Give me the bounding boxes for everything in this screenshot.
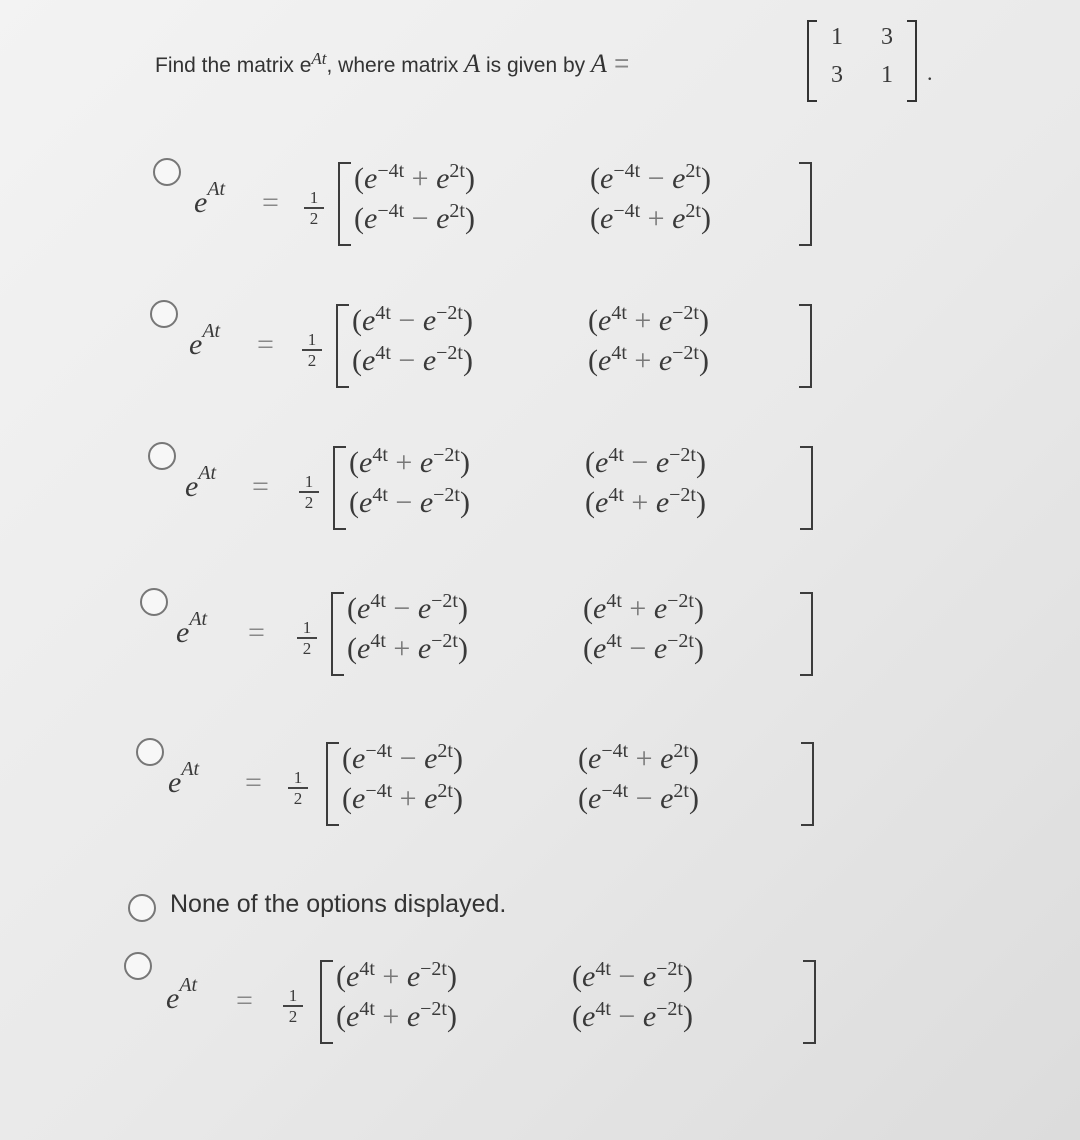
lhs-exp: $e^{At}$ — [168, 758, 200, 799]
equals-sign: = — [236, 984, 253, 1017]
matrix — [320, 960, 816, 1042]
matrix-cell: $(e^{4t} + e^{-2t})$ — [583, 590, 704, 625]
lhs-exp: $e^{At}$ — [194, 178, 226, 219]
equals-sign: = — [245, 766, 262, 799]
radio-button[interactable] — [140, 588, 168, 616]
matrix-cell: $(e^{4t} - e^{-2t})$ — [349, 484, 470, 519]
matrix-cell: $(e^{-4t} + e^{2t})$ — [342, 780, 463, 815]
half-fraction: $\frac{1}{2}$ — [283, 986, 303, 1026]
matrix-cell: $(e^{4t} - e^{-2t})$ — [585, 444, 706, 479]
matrix-cell: $(e^{4t} - e^{-2t})$ — [352, 342, 473, 377]
matrix-cell: $(e^{4t} + e^{-2t})$ — [336, 958, 457, 993]
lhs-exp: $e^{At}$ — [185, 462, 217, 503]
matrix — [333, 446, 813, 528]
half-fraction: $\frac{1}{2}$ — [304, 188, 324, 228]
radio-button[interactable] — [150, 300, 178, 328]
radio-button[interactable] — [128, 894, 156, 922]
matrix-cell: $(e^{-4t} - e^{2t})$ — [354, 200, 475, 235]
matrix — [326, 742, 814, 824]
matrix-cell: $(e^{4t} - e^{-2t})$ — [347, 590, 468, 625]
equals-sign: = — [248, 616, 265, 649]
matrix-cell: $(e^{-4t} - e^{2t})$ — [590, 160, 711, 195]
lhs-exp: $e^{At}$ — [166, 974, 198, 1015]
matrix — [336, 304, 812, 386]
matrix-cell: $(e^{-4t} + e^{2t})$ — [590, 200, 711, 235]
matrix-cell: $(e^{4t} + e^{-2t})$ — [347, 630, 468, 665]
matrix-entry: 1 — [831, 24, 843, 50]
matrix — [331, 592, 813, 674]
matrix-entry: 3 — [831, 62, 843, 88]
radio-button[interactable] — [124, 952, 152, 980]
half-fraction: $\frac{1}{2}$ — [299, 472, 319, 512]
answer-option-none[interactable] — [0, 880, 1080, 930]
radio-button[interactable] — [136, 738, 164, 766]
question: Find the matrix $e^{At}$, where matrix A is given by A = 1 3 3 1 . — [155, 36, 1055, 116]
matrix-entry: 1 — [881, 62, 893, 88]
matrix-cell: $(e^{-4t} + e^{2t})$ — [578, 740, 699, 775]
matrix-cell: $(e^{4t} - e^{-2t})$ — [583, 630, 704, 665]
matrix-cell: $(e^{-4t} + e^{2t})$ — [354, 160, 475, 195]
half-fraction: $\frac{1}{2}$ — [288, 768, 308, 808]
matrix-cell: $(e^{4t} + e^{-2t})$ — [349, 444, 470, 479]
equals-sign: = — [257, 328, 274, 361]
none-option-label: None of the options displayed. — [170, 890, 507, 918]
matrix-entry: 3 — [881, 24, 893, 50]
matrix-cell: $(e^{-4t} - e^{2t})$ — [578, 780, 699, 815]
radio-button[interactable] — [153, 158, 181, 186]
matrix-cell: $(e^{4t} - e^{-2t})$ — [572, 998, 693, 1033]
given-matrix — [807, 20, 917, 102]
matrix-cell: $(e^{4t} + e^{-2t})$ — [336, 998, 457, 1033]
matrix-cell: $(e^{4t} - e^{-2t})$ — [352, 302, 473, 337]
matrix-cell: $(e^{4t} + e^{-2t})$ — [588, 342, 709, 377]
matrix — [338, 162, 812, 244]
matrix-cell: $(e^{-4t} - e^{2t})$ — [342, 740, 463, 775]
question-text: Find the matrix $e^{At}$, where matrix A is given by A = — [155, 48, 630, 78]
matrix-cell: $(e^{4t} + e^{-2t})$ — [585, 484, 706, 519]
equals-sign: = — [252, 470, 269, 503]
matrix-cell: $(e^{4t} + e^{-2t})$ — [588, 302, 709, 337]
radio-button[interactable] — [148, 442, 176, 470]
equals-sign: = — [262, 186, 279, 219]
half-fraction: $\frac{1}{2}$ — [302, 330, 322, 370]
lhs-exp: $e^{At}$ — [176, 608, 208, 649]
matrix-cell: $(e^{4t} - e^{-2t})$ — [572, 958, 693, 993]
half-fraction: $\frac{1}{2}$ — [297, 618, 317, 658]
lhs-exp: $e^{At}$ — [189, 320, 221, 361]
